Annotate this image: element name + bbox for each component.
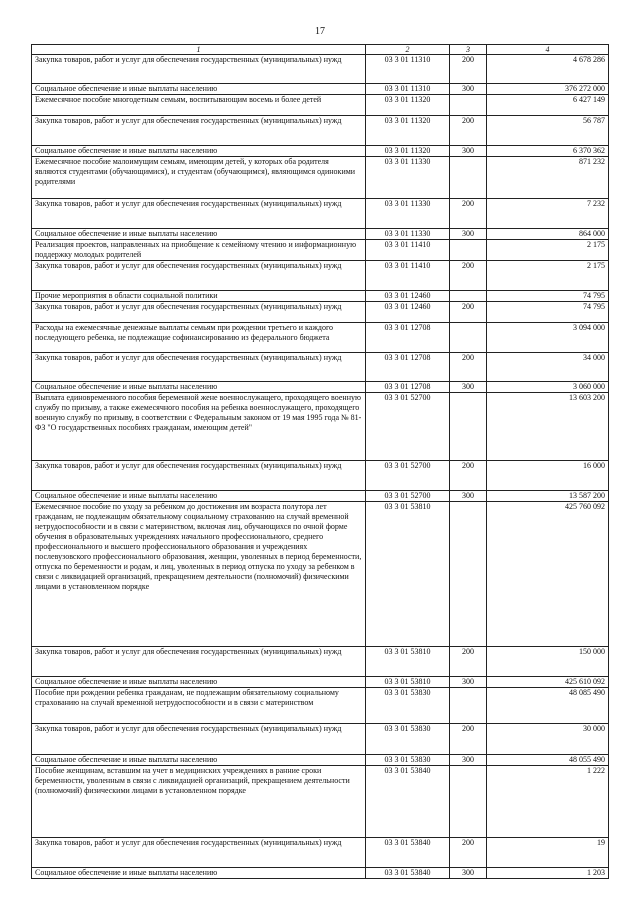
table-row xyxy=(32,838,609,868)
row-expense-type: 200 xyxy=(450,838,487,868)
row-description: Социальное обеспечение и иные выплаты населению xyxy=(32,491,366,502)
row-expense-type xyxy=(450,240,487,261)
row-expense-type xyxy=(450,766,487,838)
table-row xyxy=(32,382,609,393)
row-target-code: 03 3 01 53810 xyxy=(366,677,450,688)
row-target-code: 03 3 01 12460 xyxy=(366,291,450,302)
row-amount: 13 587 200 xyxy=(487,491,609,502)
row-target-code: 03 3 01 11410 xyxy=(366,261,450,291)
row-target-code: 03 3 01 12708 xyxy=(366,353,450,382)
row-amount: 74 795 xyxy=(487,302,609,323)
row-amount: 16 000 xyxy=(487,461,609,491)
table-row xyxy=(32,868,609,879)
row-target-code: 03 3 01 11310 xyxy=(366,84,450,95)
row-description: Закупка товаров, работ и услуг для обеспечения государственных (муниципальных) нужд xyxy=(32,838,366,868)
row-target-code: 03 3 01 11410 xyxy=(366,240,450,261)
table-row xyxy=(32,229,609,240)
row-amount: 4 678 286 xyxy=(487,55,609,84)
row-description: Закупка товаров, работ и услуг для обеспечения государственных (муниципальных) нужд xyxy=(32,199,366,229)
table-row xyxy=(32,95,609,116)
row-target-code: 03 3 01 52700 xyxy=(366,491,450,502)
row-description: Социальное обеспечение и иные выплаты населению xyxy=(32,146,366,157)
row-target-code: 03 3 01 53810 xyxy=(366,647,450,677)
table-row xyxy=(32,724,609,755)
row-target-code: 03 3 01 12460 xyxy=(366,302,450,323)
row-target-code: 03 3 01 53830 xyxy=(366,755,450,766)
column-number: 4 xyxy=(487,45,609,55)
row-expense-type: 200 xyxy=(450,647,487,677)
row-target-code: 03 3 01 11320 xyxy=(366,95,450,116)
row-expense-type: 300 xyxy=(450,755,487,766)
row-description: Выплата единовременного пособия беременной жене военнослужащего, проходящего военную службу по призыву, а также ежемесячного пособия на ребенка военнослужащего, проходящего военную службу по призыву, в соответствии с Федеральным законом от 19 мая 1995 года № 81-ФЗ "О государственных пособиях гражданам, имеющим детей" xyxy=(32,393,366,461)
row-target-code: 03 3 01 52700 xyxy=(366,461,450,491)
table-row xyxy=(32,766,609,838)
row-amount: 19 xyxy=(487,838,609,868)
row-amount: 376 272 000 xyxy=(487,84,609,95)
row-expense-type: 300 xyxy=(450,382,487,393)
row-amount: 3 094 000 xyxy=(487,323,609,353)
table-row xyxy=(32,491,609,502)
row-amount: 48 055 490 xyxy=(487,755,609,766)
row-description: Закупка товаров, работ и услуг для обеспечения государственных (муниципальных) нужд xyxy=(32,55,366,84)
row-expense-type: 200 xyxy=(450,724,487,755)
row-target-code: 03 3 01 53840 xyxy=(366,838,450,868)
row-expense-type xyxy=(450,157,487,199)
row-expense-type xyxy=(450,502,487,647)
budget-table xyxy=(31,44,609,879)
row-target-code: 03 3 01 11320 xyxy=(366,146,450,157)
row-amount: 864 000 xyxy=(487,229,609,240)
row-description: Закупка товаров, работ и услуг для обеспечения государственных (муниципальных) нужд xyxy=(32,353,366,382)
row-expense-type: 200 xyxy=(450,302,487,323)
row-amount: 48 085 490 xyxy=(487,688,609,724)
row-expense-type: 200 xyxy=(450,55,487,84)
row-target-code: 03 3 01 12708 xyxy=(366,323,450,353)
row-description: Социальное обеспечение и иные выплаты населению xyxy=(32,677,366,688)
row-expense-type xyxy=(450,393,487,461)
table-row xyxy=(32,461,609,491)
row-description: Социальное обеспечение и иные выплаты населению xyxy=(32,229,366,240)
row-description: Социальное обеспечение и иные выплаты населению xyxy=(32,755,366,766)
table-row xyxy=(32,302,609,323)
row-target-code: 03 3 01 11330 xyxy=(366,199,450,229)
row-amount: 56 787 xyxy=(487,116,609,146)
row-target-code: 03 3 01 12708 xyxy=(366,382,450,393)
table-row xyxy=(32,393,609,461)
row-amount: 13 603 200 xyxy=(487,393,609,461)
column-number-row xyxy=(32,45,609,55)
row-target-code: 03 3 01 11320 xyxy=(366,116,450,146)
table-row xyxy=(32,261,609,291)
table-row xyxy=(32,755,609,766)
row-description: Реализация проектов, направленных на приобщение к семейному чтению и информационную поддержку молодых родителей xyxy=(32,240,366,261)
row-expense-type: 200 xyxy=(450,116,487,146)
row-amount: 871 232 xyxy=(487,157,609,199)
table-row xyxy=(32,353,609,382)
column-number: 1 xyxy=(32,45,366,55)
table-row xyxy=(32,199,609,229)
table-row xyxy=(32,688,609,724)
table-row xyxy=(32,647,609,677)
table-row xyxy=(32,157,609,199)
row-description: Закупка товаров, работ и услуг для обеспечения государственных (муниципальных) нужд xyxy=(32,302,366,323)
row-expense-type xyxy=(450,291,487,302)
row-description: Социальное обеспечение и иные выплаты населению xyxy=(32,84,366,95)
table-row xyxy=(32,291,609,302)
row-description: Ежемесячное пособие малоимущим семьям, имеющим детей, у которых оба родителя являются студентами (обучающимися), и студентам (обучающимся), являющимся одинокими родителями xyxy=(32,157,366,199)
row-target-code: 03 3 01 53840 xyxy=(366,868,450,879)
row-description: Закупка товаров, работ и услуг для обеспечения государственных (муниципальных) нужд xyxy=(32,116,366,146)
row-description: Ежемесячное пособие многодетным семьям, воспитывающим восемь и более детей xyxy=(32,95,366,116)
row-expense-type: 300 xyxy=(450,146,487,157)
row-expense-type: 200 xyxy=(450,461,487,491)
row-amount: 74 795 xyxy=(487,291,609,302)
row-target-code: 03 3 01 11330 xyxy=(366,157,450,199)
row-target-code: 03 3 01 53830 xyxy=(366,724,450,755)
table-row xyxy=(32,240,609,261)
row-target-code: 03 3 01 11330 xyxy=(366,229,450,240)
row-description: Закупка товаров, работ и услуг для обеспечения государственных (муниципальных) нужд xyxy=(32,261,366,291)
table-row xyxy=(32,677,609,688)
row-description: Ежемесячное пособие по уходу за ребенком до достижения им возраста полутора лет гражданам, не подлежащим обязательному социальному страхованию на случай временной нетрудоспособности и в связи с материнством, включая лиц, обучающихся по очной форме обучения в образовательных учреждениях начального профессионального, среднего профессионального и высшего профессионального образования и учреждениях послевузовского профессионального образования, женщин, уволенных в период беременности, отпуска по беременности и родам, и лиц, уволенных в период отпуска по уходу за ребенком в связи с ликвидацией организаций, прекращением деятельности (полномочий) физическими лицами в установленном порядке xyxy=(32,502,366,647)
row-expense-type: 200 xyxy=(450,199,487,229)
row-expense-type xyxy=(450,323,487,353)
row-expense-type: 200 xyxy=(450,261,487,291)
row-description: Прочие мероприятия в области социальной политики xyxy=(32,291,366,302)
row-amount: 150 000 xyxy=(487,647,609,677)
row-expense-type: 300 xyxy=(450,868,487,879)
row-description: Расходы на ежемесячные денежные выплаты семьям при рождении третьего и каждого последующего ребенка, не подлежащие софинансированию из федерального бюджета xyxy=(32,323,366,353)
row-amount: 3 060 000 xyxy=(487,382,609,393)
row-expense-type: 300 xyxy=(450,491,487,502)
row-amount: 1 222 xyxy=(487,766,609,838)
row-expense-type xyxy=(450,95,487,116)
row-expense-type: 300 xyxy=(450,84,487,95)
row-amount: 7 232 xyxy=(487,199,609,229)
table-row xyxy=(32,55,609,84)
row-description: Пособие женщинам, вставшим на учет в медицинских учреждениях в ранние сроки беременности, уволенным в связи с ликвидацией организаций, прекращением деятельности (полномочий) физическими лицами в установленном порядке xyxy=(32,766,366,838)
table-row xyxy=(32,323,609,353)
row-amount: 34 000 xyxy=(487,353,609,382)
row-target-code: 03 3 01 52700 xyxy=(366,393,450,461)
page-number: 17 xyxy=(315,26,325,37)
row-amount: 6 427 149 xyxy=(487,95,609,116)
row-amount: 30 000 xyxy=(487,724,609,755)
table-row xyxy=(32,84,609,95)
column-number: 2 xyxy=(366,45,450,55)
row-description: Закупка товаров, работ и услуг для обеспечения государственных (муниципальных) нужд xyxy=(32,724,366,755)
row-amount: 425 610 092 xyxy=(487,677,609,688)
row-amount: 1 203 xyxy=(487,868,609,879)
table-row xyxy=(32,502,609,647)
row-amount: 2 175 xyxy=(487,240,609,261)
row-target-code: 03 3 01 53840 xyxy=(366,766,450,838)
row-target-code: 03 3 01 53830 xyxy=(366,688,450,724)
row-expense-type: 200 xyxy=(450,353,487,382)
row-amount: 425 760 092 xyxy=(487,502,609,647)
row-target-code: 03 3 01 53810 xyxy=(366,502,450,647)
row-expense-type xyxy=(450,688,487,724)
row-description: Закупка товаров, работ и услуг для обеспечения государственных (муниципальных) нужд xyxy=(32,461,366,491)
row-description: Пособие при рождении ребенка гражданам, не подлежащим обязательному социальному страхованию на случай временной нетрудоспособности и в связи с материнством xyxy=(32,688,366,724)
row-amount: 6 370 362 xyxy=(487,146,609,157)
row-target-code: 03 3 01 11310 xyxy=(366,55,450,84)
table-row xyxy=(32,146,609,157)
row-expense-type: 300 xyxy=(450,677,487,688)
row-expense-type: 300 xyxy=(450,229,487,240)
row-description: Социальное обеспечение и иные выплаты населению xyxy=(32,868,366,879)
row-amount: 2 175 xyxy=(487,261,609,291)
row-description: Закупка товаров, работ и услуг для обеспечения государственных (муниципальных) нужд xyxy=(32,647,366,677)
table-row xyxy=(32,116,609,146)
row-description: Социальное обеспечение и иные выплаты населению xyxy=(32,382,366,393)
column-number: 3 xyxy=(450,45,487,55)
